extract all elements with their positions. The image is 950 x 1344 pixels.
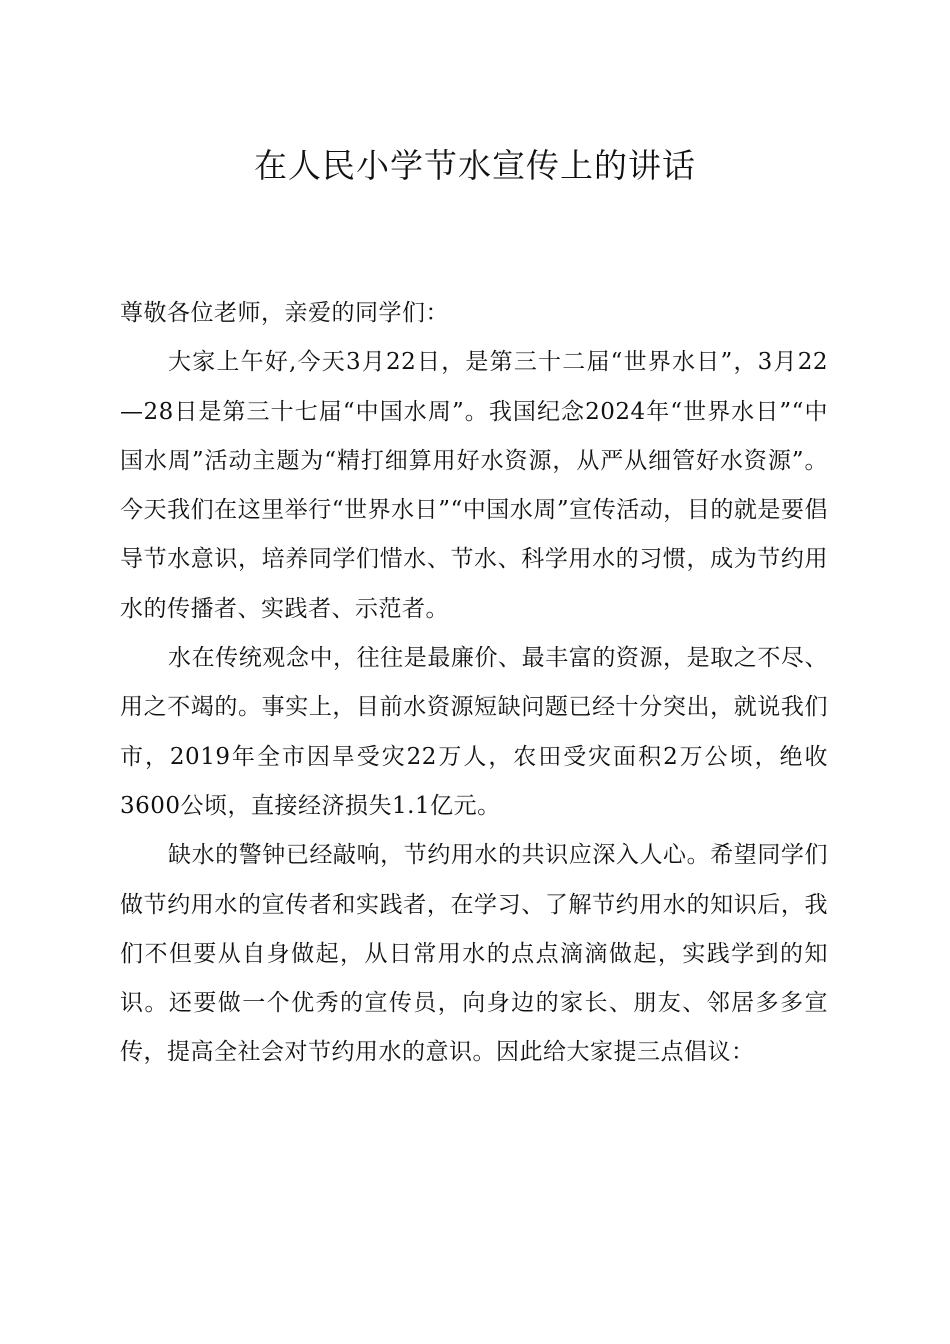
- greeting-line: 尊敬各位老师，亲爱的同学们：: [120, 300, 449, 326]
- paragraph-water-shortage: 水在传统观念中，往往是最廉价、最丰富的资源，是取之不尽、用之不竭的。事实上，目前水资源短缺问题已经十分突出，就说我们市，2019年全市因旱受灾22万人，农田受灾面积2万公顷，绝收3600公顷，直接经济损失1.1亿元。: [120, 645, 828, 819]
- paragraph-intro: 大家上午好,今天3月22日，是第三十二届“世界水日”，3月22—28日是第三十七届“中国水周”。我国纪念2024年“世界水日”“中国水周”活动主题为“精打细算用好水资源，从严从细管好水资源”。今天我们在这里举行“世界水日”“中国水周”宣传活动，目的就是要倡导节水意识，培养同学们惜水、节水、科学用水的习惯，成为节约用水的传播者、实践者、示范者。: [120, 349, 828, 622]
- document-body: [120, 289, 828, 1078]
- paragraph-call-to-action: 缺水的警钟已经敲响，节约用水的共识应深入人心。希望同学们做节约用水的宣传者和实践者，在学习、了解节约用水的知识后，我们不但要从自身做起，从日常用水的点点滴滴做起，实践学到的知识。还要做一个优秀的宣传员，向身边的家长、朋友、邻居多多宣传，提高全社会对节约用水的意识。因此给大家提三点倡议：: [120, 842, 828, 1066]
- document-title: 在人民小学节水宣传上的讲话: [254, 146, 696, 185]
